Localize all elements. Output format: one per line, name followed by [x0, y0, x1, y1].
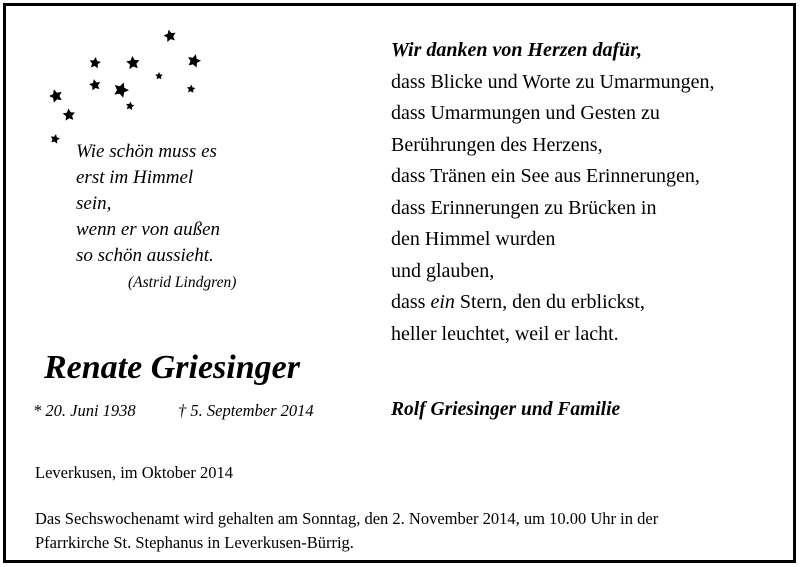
birth-date: * 20. Juni 1938 [33, 401, 136, 420]
verse-line-star [391, 287, 786, 319]
verse-line: dass Umarmungen und Gesten zu [391, 102, 660, 124]
poem-line: wenn er von außen [76, 219, 221, 240]
verse-line: und glauben, [391, 259, 495, 282]
place-date: Leverkusen, im Oktober 2014 [35, 463, 233, 482]
verse-text: dass [391, 291, 431, 313]
family-signature: Rolf Griesinger und Familie [391, 399, 621, 420]
star-icon [89, 56, 102, 68]
poem-line: so schön aussieht. [76, 245, 214, 266]
service-line: Pfarrkirche St. Stephanus in Leverkusen-Bürrig. [35, 533, 354, 552]
star-icon [163, 28, 178, 42]
deceased-name: Renate Griesinger [44, 349, 300, 386]
service-notice [35, 507, 775, 555]
verse-line: dass Erinnerungen zu Brücken in [391, 196, 657, 219]
thanks-verse [391, 35, 786, 350]
star-icon [112, 80, 131, 99]
star-icon [88, 78, 101, 91]
verse-line: heller leuchtet, weil er lacht. [391, 322, 619, 345]
stars-decoration [44, 24, 214, 154]
verse-emphasis: ein [430, 291, 455, 313]
poem-quote [76, 139, 286, 269]
verse-text: Stern, den du erblickst, [454, 291, 645, 313]
poem-line: sein, [76, 193, 112, 214]
death-date: † 5. September 2014 [178, 401, 314, 420]
verse-line: dass Blicke und Worte zu Umarmungen, [391, 70, 715, 93]
poem-author: (Astrid Lindgren) [128, 274, 237, 291]
star-icon [186, 53, 202, 69]
star-icon [125, 101, 135, 111]
star-icon [126, 55, 141, 69]
verse-line: Berührungen des Herzens, [391, 133, 603, 156]
star-icon [62, 108, 75, 121]
verse-heading: Wir danken von Herzen dafür, [391, 39, 642, 61]
star-icon [50, 133, 61, 144]
poem-line: erst im Himmel [76, 167, 194, 188]
poem-line: Wie schön muss es [76, 141, 217, 162]
service-line: Das Sechswochenamt wird gehalten am Sonntag, den 2. November 2014, um 10.00 Uhr in der [35, 509, 659, 528]
verse-line: den Himmel wurden [391, 228, 556, 250]
star-icon [48, 87, 65, 103]
star-icon [155, 72, 163, 79]
star-icon [186, 84, 195, 93]
verse-line: dass Tränen ein See aus Erinnerungen, [391, 165, 700, 187]
